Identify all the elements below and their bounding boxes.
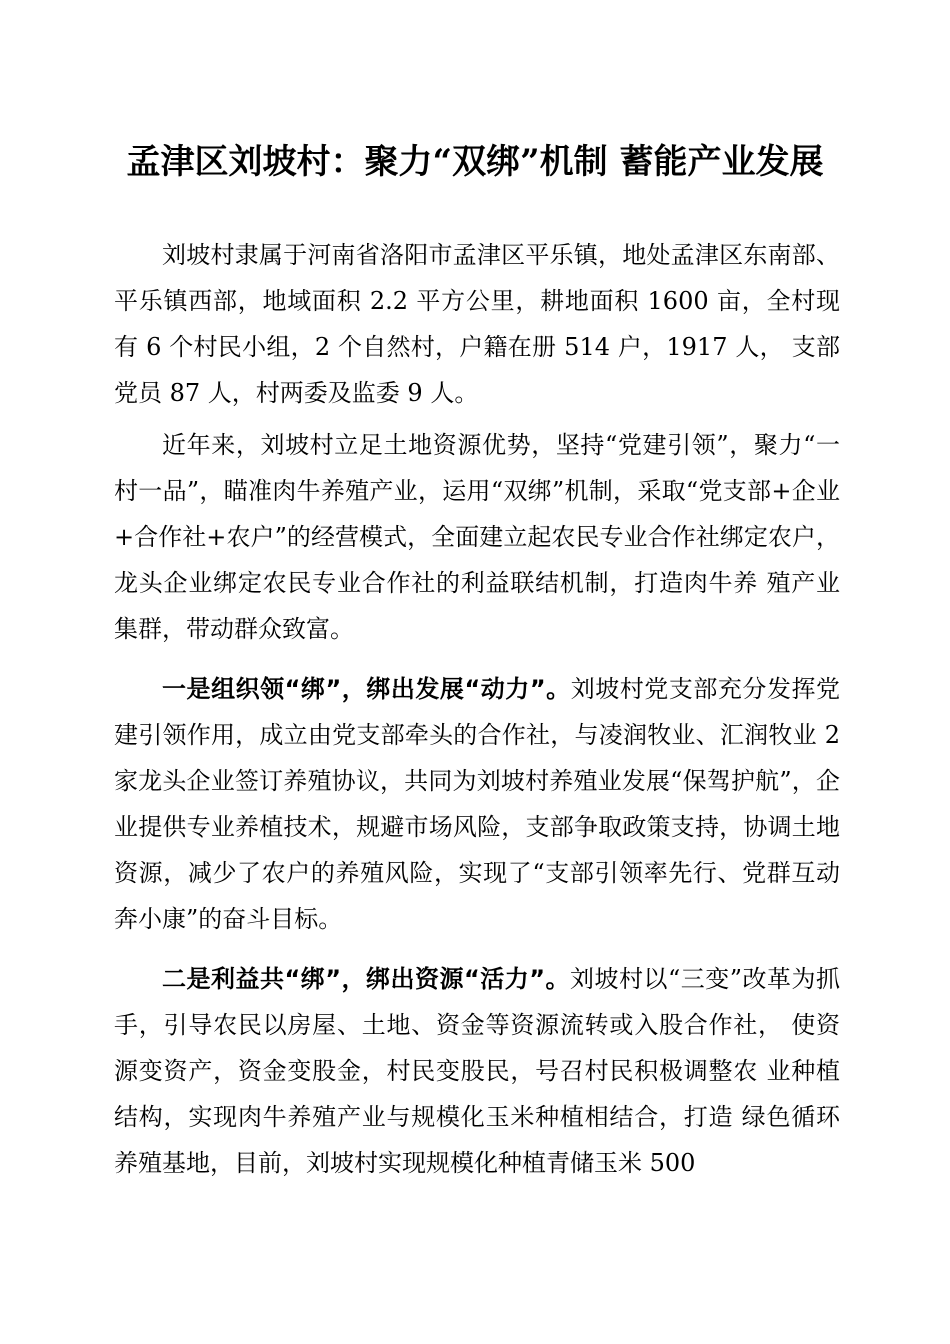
paragraph-1-text: 刘坡村隶属于河南省洛阳市孟津区平乐镇，地处孟津区东南部、平乐镇西部，地域面积 2.2 平方公里，耕地面积 1600 亩，全村现有 6 个村民小组，2 个自然村，户籍在册 514 户，1917 人， 支部党员 87 人，村两委及监委 9 人。 bbox=[114, 241, 840, 407]
paragraph-4-heading: 二是利益共“绑”，绑出资源“活力”。 bbox=[162, 965, 571, 993]
paragraph-4 bbox=[114, 956, 840, 1186]
document-title: 孟津区刘坡村：聚力“双绑”机制 蓄能产业发展 bbox=[126, 142, 824, 182]
document-body bbox=[114, 232, 840, 1192]
paragraph-3-text: 刘坡村党支部充分发挥党建引领作用，成立由党支部牵头的合作社，与凌润牧业、汇润牧业 2 家龙头企业签订养殖协议，共同为刘坡村养殖业发展“保驾护航”，企业提供专业养植技术，规避市场风险，支部争取政策支持，协调土地资源，减少了农户的养殖风险，实现了“支部引领率先行、党群互动奔小康”的奋斗目标。 bbox=[114, 675, 841, 933]
paragraph-3-heading: 一是组织领“绑”，绑出发展“动力”。 bbox=[162, 675, 571, 703]
paragraph-1 bbox=[114, 232, 840, 416]
paragraph-3 bbox=[114, 666, 840, 942]
paragraph-2-text: 近年来，刘坡村立足土地资源优势，坚持“党建引领”，聚力“一村一品”，瞄准肉牛养殖产业，运用“双绑”机制，采取“党支部+企业+合作社+农户”的经营模式，全面建立起农民专业合作社绑定农户，龙头企业绑定农民专业合作社的利益联结机制，打造肉牛养 殖产业集群，带动群众致富。 bbox=[114, 431, 840, 643]
paragraph-2 bbox=[114, 422, 840, 652]
paragraph-4-text: 刘坡村以“三变”改革为抓手，引导农民以房屋、土地、资金等资源流转或入股合作社， 使资源变资产，资金变股金，村民变股民，号召村民积极调整农 业种植结构，实现肉牛养殖产业与规模化玉米种植相结合，打造 绿色循环养殖基地，目前，刘坡村实现规模化种植青储玉米 500 bbox=[114, 965, 841, 1177]
